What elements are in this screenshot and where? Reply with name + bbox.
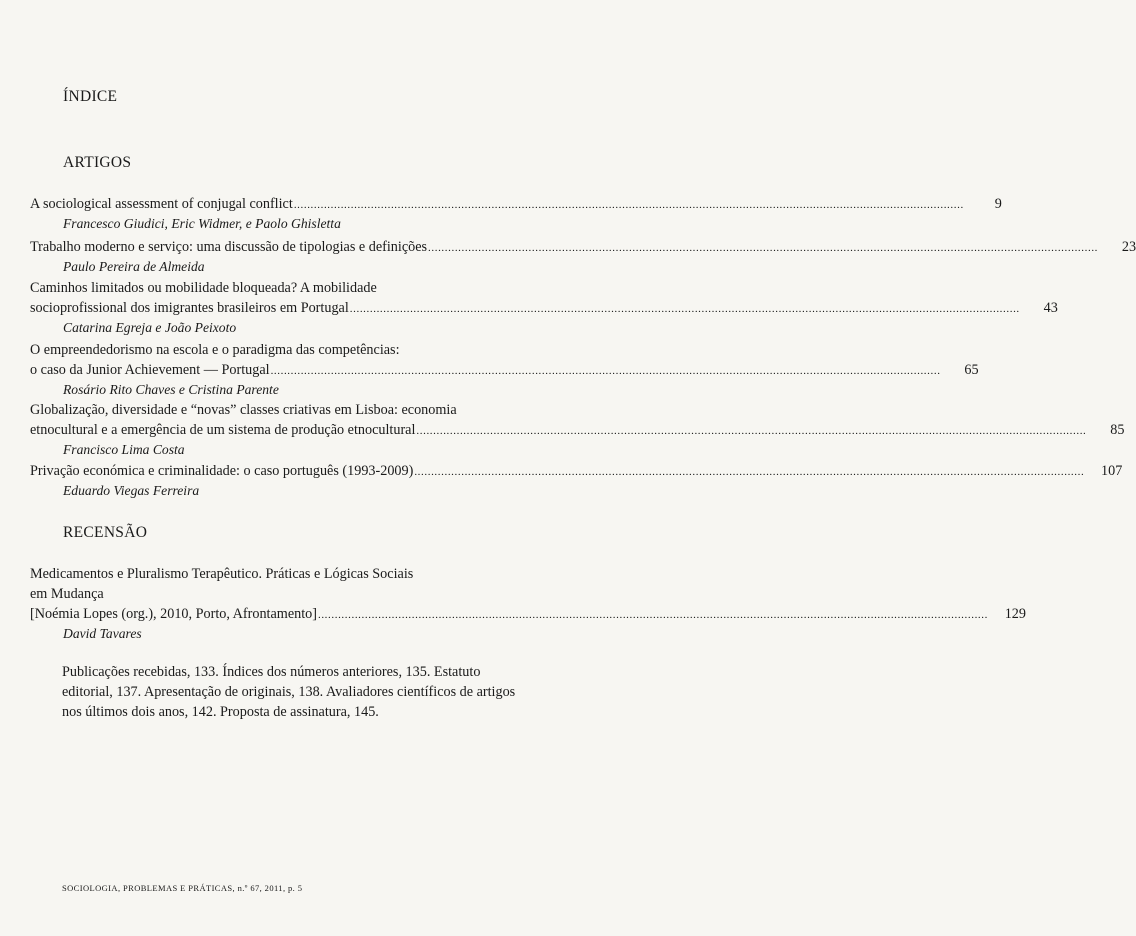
section-title-artigos: ARTIGOS: [63, 154, 132, 171]
toc-entry-title: em Mudança: [30, 586, 104, 602]
toc-entry-authors: Francesco Giudici, Eric Widmer, e Paolo Ghisletta: [63, 216, 341, 231]
toc-entry-authors: Francisco Lima Costa: [63, 442, 185, 457]
toc-entry-title: A sociological assessment of conjugal conflict: [30, 196, 293, 212]
toc-entry-line: [30, 278, 548, 298]
section-title-recensao: RECENSÃO: [63, 524, 148, 541]
toc-entry-line: [30, 360, 979, 381]
toc-entry-title: Caminhos limitados ou mobilidade bloqueada? A mobilidade: [30, 280, 377, 296]
toc-entry-line: [30, 298, 1058, 319]
toc-entry-page: 23: [1121, 239, 1136, 255]
toc-entry-line: [30, 604, 1026, 625]
leader-dots: ........................................................................................................................................................................................................: [414, 466, 1085, 478]
toc-entry[interactable]: [30, 340, 979, 399]
toc-entry-title: Medicamentos e Pluralismo Terapêutico. Práticas e Lógicas Sociais: [30, 566, 414, 582]
toc-entry-line: [30, 420, 1125, 441]
toc-entry-line: [30, 400, 548, 420]
toc-entry-line: [30, 461, 1123, 482]
misc-sections: Publicações recebidas, 133. Índices dos números anteriores, 135. Estatuto editorial, 137. Apresentação de originais, 138. Avaliadores científicos de artigos nos últimos dois anos, 142. Proposta de assinatura, 145.: [62, 664, 516, 720]
toc-entry-review[interactable]: [30, 564, 1026, 643]
toc-entry-authors: David Tavares: [63, 626, 142, 641]
toc-entry-line: [30, 194, 1002, 215]
toc-entry-line: [30, 584, 548, 604]
toc-entry-authors: Eduardo Viegas Ferreira: [63, 483, 200, 498]
toc-entry[interactable]: [30, 194, 1002, 233]
toc-entry-line: [30, 564, 548, 584]
toc-entry-authors: Catarina Egreja e João Peixoto: [63, 320, 237, 335]
toc-entry[interactable]: [30, 237, 1136, 276]
toc-entry-title: O empreendedorismo na escola e o paradigma das competências:: [30, 342, 400, 358]
toc-entry-page: 107: [1101, 463, 1123, 479]
toc-entry-line: [30, 340, 548, 360]
toc-entry-title: Privação económica e criminalidade: o caso português (1993-2009): [30, 463, 414, 479]
index-title: ÍNDICE: [63, 88, 118, 105]
toc-entry-title: etnocultural e a emergência de um sistema de produção etnocultural: [30, 422, 416, 438]
toc-entry-authors: Rosário Rito Chaves e Cristina Parente: [63, 382, 279, 397]
leader-dots: ........................................................................................................................................................................................................: [270, 365, 941, 377]
page-footer: SOCIOLOGIA, PROBLEMAS E PRÁTICAS, n.º 67, 2011, p. 5: [62, 883, 303, 893]
toc-entry-line: [30, 237, 1136, 258]
leader-dots: ........................................................................................................................................................................................................: [349, 303, 1020, 315]
toc-entry-page: 85: [1110, 422, 1125, 438]
toc-entry-title: Trabalho moderno e serviço: uma discussão de tipologias e definições: [30, 239, 428, 255]
toc-entry-authors: Paulo Pereira de Almeida: [63, 259, 205, 274]
toc-entry[interactable]: [30, 400, 1125, 459]
toc-entry-title: socioprofissional dos imigrantes brasileiros em Portugal: [30, 300, 349, 316]
toc-entry-title: Globalização, diversidade e “novas” classes criativas em Lisboa: economia: [30, 402, 457, 418]
toc-entry-page: 43: [1043, 300, 1058, 316]
toc-entry-title: o caso da Junior Achievement — Portugal: [30, 362, 270, 378]
leader-dots: ........................................................................................................................................................................................................: [317, 609, 988, 621]
leader-dots: ........................................................................................................................................................................................................: [416, 425, 1087, 437]
toc-entry[interactable]: [30, 461, 1123, 500]
toc-entry-title: [Noémia Lopes (org.), 2010, Porto, Afrontamento]: [30, 606, 317, 622]
leader-dots: ........................................................................................................................................................................................................: [293, 199, 964, 211]
toc-entry-page: 9: [994, 196, 1002, 212]
leader-dots: ........................................................................................................................................................................................................: [428, 242, 1099, 254]
toc-entry[interactable]: [30, 278, 1058, 337]
toc-entry-page: 65: [964, 362, 979, 378]
toc-entry-page: 129: [1004, 606, 1026, 622]
